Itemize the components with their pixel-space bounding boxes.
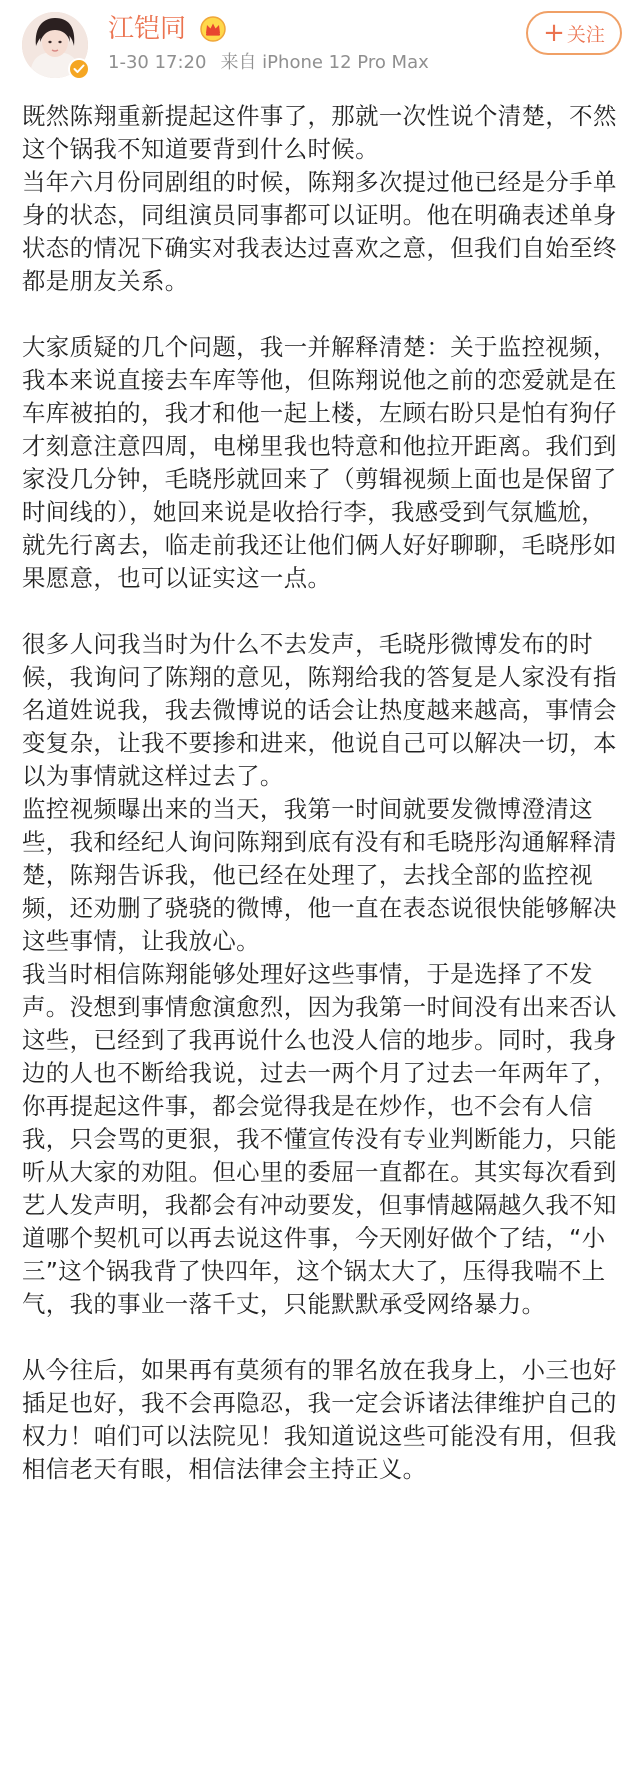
paragraph-spacer [22,595,619,628]
post-paragraph: 从今往后，如果再有莫须有的罪名放在我身上，小三也好插足也好，我不会再隐忍，我一定会诉诸法律维护自己的权力！咱们可以法院见！我知道说这些可能没有用，但我相信老天有眼，相信法律会主持正义。 [22,1356,617,1483]
paragraph-spacer [22,1321,619,1354]
post-meta [108,50,429,76]
plus-icon: + [543,18,565,48]
post-paragraph: 大家质疑的几个问题，我一并解释清楚：关于监控视频，我本来说直接去车库等他，但陈翔说他之前的恋爱就是在车库被拍的，我才和他一起上楼，左顾右盼只是怕有狗仔才刻意注意四周，电梯里我也特意和他拉开距离。我们到家没几分钟，毛晓彤就回来了（剪辑视频上面也是保留了时间线的），她回来说是收拾行李，我感受到气氛尴尬，就先行离去，临走前我还让他们俩人好好聊聊，毛晓彤如果愿意，也可以证实这一点。 [22,333,617,592]
author-name[interactable]: 江铠同 [108,14,187,44]
post-header [0,0,641,96]
post-time: 1-30 17:20 [108,52,207,73]
post-paragraph: 我当时相信陈翔能够处理好这些事情，于是选择了不发声。没想到事情愈演愈烈，因为我第一时间没有出来否认这些，已经到了我再说什么也没人信的地步。同时，我身边的人也不断给我说，过去一两个月了过去一年两年了，你再提起这件事，都会觉得我是在炒作，也不会有人信我，只会骂的更狠，我不懂宣传没有专业判断能力，只能听从大家的劝阻。但心里的委屈一直都在。其实每次看到艺人发声明，我都会有冲动要发，但事情越隔越久我不知道哪个契机可以再去说这件事，今天刚好做个了结，“小三”这个锅我背了快四年，这个锅太大了，压得我喘不上气，我的事业一落千丈，只能默默承受网络暴力。 [22,960,617,1318]
paragraph-spacer [22,298,619,331]
post-paragraph: 很多人问我当时为什么不去发声，毛晓彤微博发布的时候，我询问了陈翔的意见，陈翔给我的答复是人家没有指名道姓说我，我去微博说的话会让热度越来越高，事情会变复杂，让我不要掺和进来，他说自己可以解决一切，本以为事情就这样过去了。 [22,630,617,790]
vip-crown-icon [200,16,226,42]
post-paragraph: 当年六月份同剧组的时候，陈翔多次提过他已经是分手单身的状态，同组演员同事都可以证明。他在明确表述单身状态的情况下确实对我表达过喜欢之意，但我们自始至终都是朋友关系。 [22,168,617,295]
verified-icon [68,58,90,80]
post-paragraph: 既然陈翔重新提起这件事了，那就一次性说个清楚，不然这个锅我不知道要背到什么时候。 [22,102,617,163]
post-paragraph: 监控视频曝出来的当天，我第一时间就要发微博澄清这些，我和经纪人询问陈翔到底有没有和毛晓彤沟通解释清楚，陈翔告诉我，他已经在处理了，去找全部的监控视频，还劝删了骁骁的微博，他一直在表态说很快能够解决这些事情，让我放心。 [22,795,617,955]
follow-button[interactable] [526,11,622,55]
follow-label: 关注 [566,23,605,46]
post-source: 来自 iPhone 12 Pro Max [220,52,429,73]
post-content [22,100,619,1486]
